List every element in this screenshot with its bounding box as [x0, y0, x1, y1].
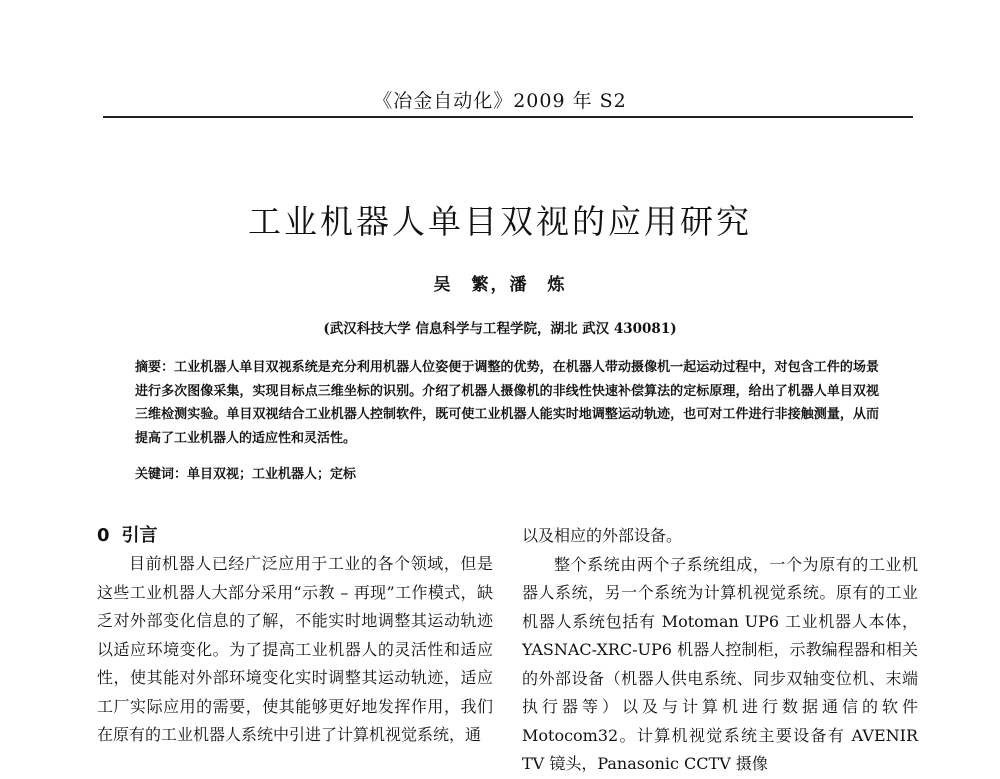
- author-affiliation: (武汉科技大学 信息科学与工程学院，湖北 武汉 430081): [323, 321, 677, 337]
- author-list: 吴 繁，潘 炼: [433, 275, 567, 295]
- keywords: [135, 463, 879, 482]
- left-column: [97, 522, 493, 750]
- keywords-label: 关键词：: [135, 467, 188, 482]
- section-title: 引言: [121, 525, 158, 546]
- abstract-label: 摘要：: [135, 360, 175, 375]
- right-column: [522, 522, 918, 779]
- header-rule: [103, 116, 913, 118]
- abstract-text: 工业机器人单目双视系统是充分利用机器人位姿便于调整的优势，在机器人带动摄像机一起运动过程中，对包含工件的场景进行多次图像采集，实现目标点三维坐标的识别。介绍了机器人摄像机的非线性快速补偿算法的定标原理，给出了机器人单目双视三维检测实验。单目双视结合工业机器人控制软件，既可使工业机器人能实时地调整运动轨迹，也可对工件进行非接触测量，从而提高了工业机器人的适应性和灵活性。: [135, 360, 879, 446]
- paper-title: 工业机器人单目双视的应用研究: [248, 202, 752, 241]
- system-description-paragraph: 整个系统由两个子系统组成，一个为原有的工业机器人系统，另一个系统为计算机视觉系统。原有的工业机器人系统包括有 Motoman UP6 工业机器人本体，YASNAC-XRC-UP6 机器人控制柜，示教编程器和相关的外部设备（机器人供电系统、同步双轴变位机、末端执行器等）以及与计算机进行数据通信的软件 Motocom32。计算机视觉系统主要设备有 AVENIR TV 镜头，Panasonic CCTV 摄像: [522, 554, 918, 773]
- continued-paragraph: 以及相应的外部设备。: [522, 526, 683, 545]
- section-number: 0: [97, 525, 110, 546]
- section-heading-introduction: [97, 522, 493, 550]
- running-header: 《冶金自动化》2009 年 S2: [373, 90, 627, 112]
- keywords-text: 单目双视；工业机器人；定标: [187, 467, 357, 482]
- introduction-paragraph: 目前机器人已经广泛应用于工业的各个领域，但是这些工业机器人大部分采用“示教 – 再现”工作模式，缺乏对外部变化信息的了解，不能实时地调整其运动轨迹以适应环境变化。为了提高工业机器人的灵活性和适应性，使其能对外部环境变化实时调整其运动轨迹，适应工厂实际应用的需要，使其能够更好地发挥作用，我们在原有的工业机器人系统中引进了计算机视觉系统，通: [97, 554, 493, 744]
- abstract: [135, 356, 879, 450]
